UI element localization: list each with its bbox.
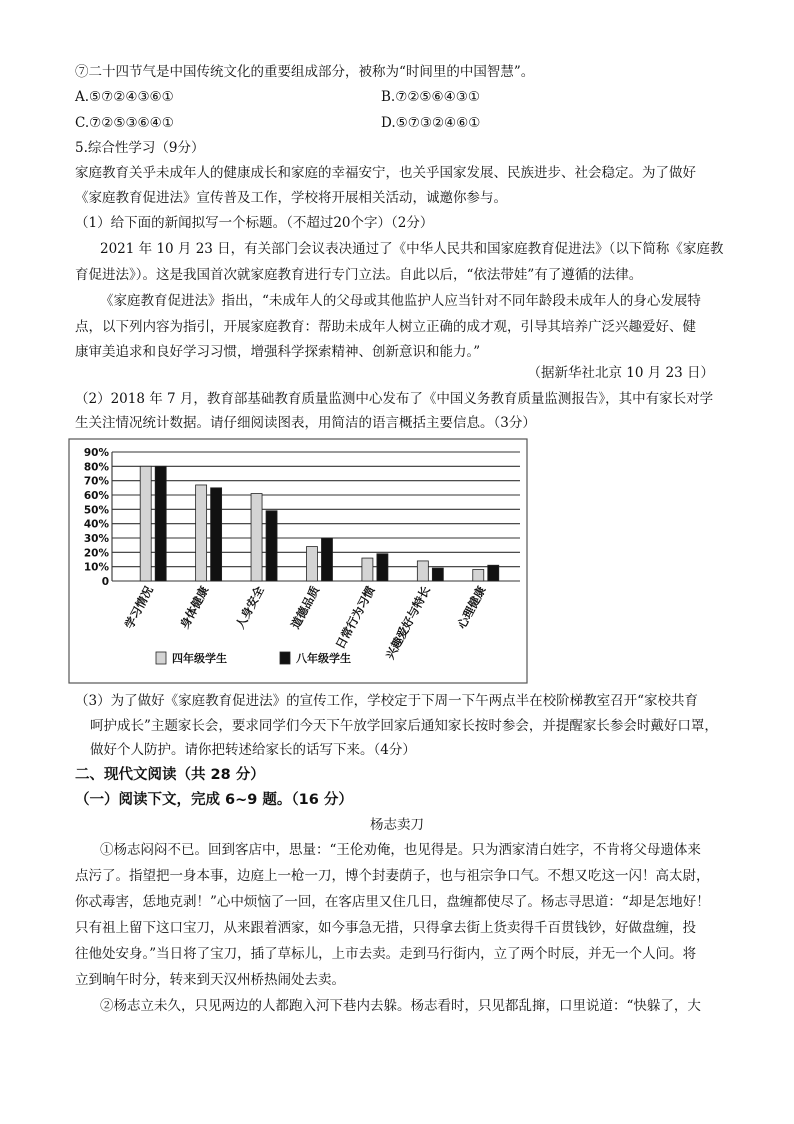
bar: [155, 466, 166, 581]
story-line-3: 你忒毒害，恁地克剥！”心中烦恼了一回，在客店里又住几日，盘缠都使尽了。杨志寻思道：“却是怎地好！: [75, 894, 710, 910]
q5-intro-1: 家庭教育关乎未成年人的健康成长和家庭的幸福安宁，也关乎国家发展、民族进步、社会稳定。为了做好: [75, 165, 696, 181]
x-category-label: 身体健康: [177, 583, 212, 632]
x-category-label: 学习情况: [121, 583, 156, 632]
y-tick-label: 0: [101, 576, 109, 588]
legend-swatch: [280, 652, 290, 664]
story-line-2: 点污了。指望把一身本事，边庭上一枪一刀，博个封妻荫子，也与祖宗争口气。不想又吃这一闪！高太尉，: [75, 868, 710, 884]
bar: [140, 466, 151, 581]
y-tick-label: 50%: [83, 504, 109, 517]
bar: [377, 554, 388, 581]
bar-chart: [68, 438, 528, 684]
legend-swatch: [156, 652, 166, 664]
y-tick-label: 60%: [83, 490, 109, 502]
bar: [432, 568, 443, 581]
legend-label: 四年级学生: [172, 652, 227, 665]
news-source: （据新华社北京 10 月 23 日）: [527, 365, 714, 381]
option-c: C.⑦②⑤③⑥④①: [75, 115, 174, 131]
option-b: B.⑦②⑤⑥④③①: [381, 89, 480, 105]
x-category-label: 兴趣爱好与特长: [382, 583, 433, 662]
q5-sub2-2: 生关注情况统计数据。请仔细阅读图表，用简洁的语言概括主要信息。（3分）: [75, 415, 536, 431]
story-line-4: 只有祖上留下这口宝刀，从来跟着洒家，如今事急无措，只得拿去街上货卖得千百贯钱钞，好做盘缠，投: [75, 920, 696, 936]
bar: [473, 570, 484, 581]
q5-sub3-1: （3）为了做好《家庭教育促进法》的宣传工作，学校定于下周一下午两点半在校阶梯教室召开“家校共育: [75, 693, 698, 709]
story-line-6: 立到晌午时分，转来到天汉州桥热闹处去卖。: [75, 972, 345, 988]
bar: [266, 511, 277, 581]
news-line-4: 点，以下列内容为指引，开展家庭教育：帮助未成年人树立正确的成才观，引导其培养广泛兴趣爱好、健: [75, 319, 696, 335]
x-category-label: 日常行为习惯: [332, 583, 378, 652]
q-item-7: ⑦二十四节气是中国传统文化的重要组成部分，被称为“时间里的中国智慧”。: [75, 64, 535, 80]
y-tick-label: 90%: [83, 447, 109, 459]
y-tick-label: 30%: [83, 533, 109, 545]
q5-sub2-1: （2）2018 年 7 月，教育部基础教育质量监测中心发布了《中国义务教育质量监测报告》，其中有家长对学: [75, 391, 714, 407]
news-line-3: 《家庭教育促进法》指出，“未成年人的父母或其他监护人应当针对不同年龄段未成年人的身心发展特: [100, 293, 701, 309]
part-1-heading: （一）阅读下文，完成 6~9 题。（16 分）: [75, 792, 353, 808]
news-line-1: 2021 年 10 月 23 日，有关部门会议表决通过了《中华人民共和国家庭教育促进法》（以下简称《家庭教: [100, 241, 724, 257]
q5-sub3-3: 做好个人防护。请你把转述给家长的话写下来。（4分）: [90, 742, 416, 758]
bar: [211, 488, 222, 581]
story-line-5: 往他处安身。”当日将了宝刀，插了草标儿，上市去卖。走到马行街内，立了两个时辰，并无一个人问。将: [75, 946, 697, 962]
x-category-label: 心理健康: [454, 583, 489, 632]
x-category-label: 道德品质: [288, 583, 323, 632]
section-2-heading: 二、现代文阅读（共 28 分）: [75, 767, 265, 783]
bar: [251, 494, 262, 581]
story-line-7: ②杨志立未久，只见两边的人都跑入河下巷内去躲。杨志看时，只见都乱撺，口里说道：“快躲了，大: [100, 998, 701, 1014]
news-line-2: 育促进法》）。这是我国首次就家庭教育进行专门立法。自此以后，“依法带娃”有了遵循的法律。: [75, 267, 643, 283]
q5-title: 5.综合性学习（9分）: [75, 140, 205, 156]
legend-label: 八年级学生: [296, 652, 351, 665]
y-tick-label: 20%: [83, 547, 109, 560]
bar: [362, 558, 373, 581]
y-tick-label: 70%: [83, 475, 109, 488]
bar: [488, 565, 499, 581]
q5-sub1: （1）给下面的新闻拟写一个标题。（不超过20个字）（2分）: [75, 215, 434, 231]
story-title: 杨志卖刀: [370, 817, 424, 833]
option-d: D.⑤⑦③②④⑥①: [381, 115, 481, 131]
y-tick-label: 40%: [83, 518, 109, 531]
x-category-label: 人身安全: [232, 583, 267, 632]
q5-sub3-2: 呵护成长”主题家长会，要求同学们今天下午放学回家后通知家长按时参会，并提醒家长参会时戴好口罩，: [90, 718, 718, 734]
bar: [321, 538, 332, 581]
bar: [417, 561, 428, 581]
bar: [306, 547, 317, 581]
story-line-1: ①杨志闷闷不已。回到客店中，思量：“王伦劝俺，也见得是。只为洒家清白姓字，不肯将父母遗体来: [100, 842, 701, 858]
news-line-5: 康审美追求和良好学习习惯，增强科学探索精神、创新意识和能力。”: [75, 344, 481, 360]
y-tick-label: 10%: [83, 561, 109, 574]
bar: [196, 485, 207, 581]
y-tick-label: 80%: [83, 461, 109, 474]
q5-intro-2: 《家庭教育促进法》宣传普及工作，学校将开展相关活动，诚邀你参与。: [75, 190, 507, 206]
option-a: A.⑤⑦②④③⑥①: [75, 89, 174, 105]
